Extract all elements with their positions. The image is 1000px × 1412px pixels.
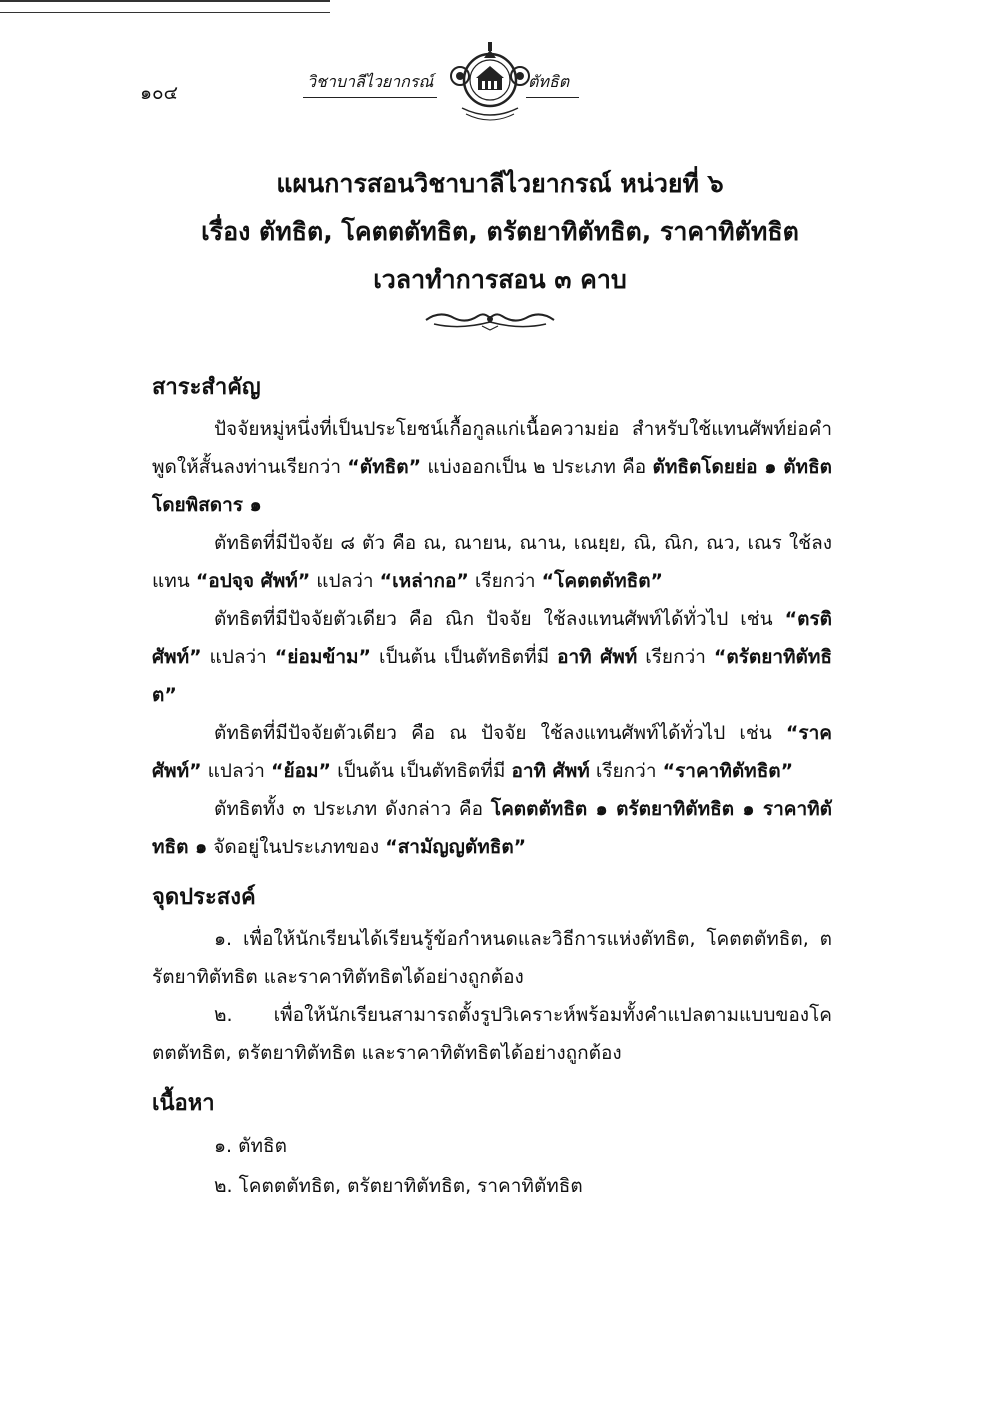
page-number: ๑๐๔ [140, 82, 179, 104]
p2-text-a: ตัทธิตที่มีปัจจัย ๘ ตัว คือ ณ, ณายน, ณาน, เณยฺย, ณิ, ณิก, ณว, เณร ใช้ลงแทน [152, 532, 832, 592]
p4-term-a: “ราค ศัพท์” [152, 722, 832, 782]
paragraph-1 [152, 410, 832, 524]
p1-text-a: ปัจจัยหมู่หนึ่งที่เป็นประโยชน์เกื้อกูลแก่เนื้อความย่อ สำหรับใช้แทนศัพท์ย่อคำพูดให้สั้นลงท่านเรียกว่า [152, 418, 832, 478]
p4-term-b: “ย้อม” [271, 760, 332, 782]
p2-term-b: “เหล่ากอ” [379, 570, 469, 592]
ornamental-divider-icon [420, 306, 560, 332]
document-title [0, 160, 1000, 304]
paragraph-2 [152, 524, 832, 600]
p4-text-g: เรียกว่า [595, 760, 657, 782]
paragraph-4 [152, 714, 832, 790]
p2-text-e: เรียกว่า [474, 570, 536, 592]
p3-text-g: เรียกว่า [645, 646, 706, 668]
p5-term-b: “สามัญญตัทธิต” [385, 836, 527, 858]
page-header [0, 0, 1000, 140]
p5-text-c: จัดอยู่ในประเภทของ [213, 836, 380, 858]
objective-item-1: ๑. เพื่อให้นักเรียนได้เรียนรู้ข้อกำหนดและวิธีการแห่งตัทธิต, โคตตตัทธิต, ตรัตยาทิตัทธิต และราคาทิตัทธิตได้อย่างถูกต้อง [152, 928, 832, 988]
p3-term-b: “ย่อมข้าม” [274, 646, 372, 668]
p1-term: “ตัทธิต” [347, 456, 422, 478]
p4-text-a: ตัทธิตที่มีปัจจัยตัวเดียว คือ ณ ปัจจัย ใช้ลงแทนศัพท์ได้ทั่วไป เช่น [214, 722, 772, 744]
p3-text-c: แปลว่า [209, 646, 267, 668]
title-line-3: เวลาทำการสอน ๓ คาบ [373, 265, 627, 294]
p5-term-a: โคตตตัทธิต ๑ ตรัตยาทิตัทธิต ๑ ราคาทิตัทธิต ๑ [152, 798, 833, 858]
objective-item-2: ๒. เพื่อให้นักเรียนสามารถตั้งรูปวิเคราะห์พร้อมทั้งคำแปลตามแบบของโคตตตัทธิต, ตรัตยาทิตัทธิต และราคาทิตัทธิตได้อย่างถูกต้อง [152, 1004, 832, 1064]
p3-term-c: อาทิ ศัพท์ [557, 646, 638, 668]
p3-text-e: เป็นต้น เป็นตัทธิตที่มี [378, 646, 550, 668]
title-line-2: เรื่อง ตัทธิต, โคตตตัทธิต, ตรัตยาทิตัทธิต, ราคาทิตัทธิต [201, 217, 799, 246]
p2-term-c: “โคตตตัทธิต” [541, 570, 664, 592]
p2-term-a: “อปจฺจ ศัพท์” [195, 570, 311, 592]
p5-text-a: ตัทธิตทั้ง ๓ ประเภท ดังกล่าว คือ [214, 798, 484, 820]
p3-text-a: ตัทธิตที่มีปัจจัยตัวเดียว คือ ณิก ปัจจัย ใช้ลงแทนศัพท์ได้ทั่วไป เช่น [214, 608, 773, 630]
running-title-left: วิชาบาลีไวยากรณ์ [303, 70, 437, 98]
p1-text-c: แบ่งออกเป็น ๒ ประเภท คือ [427, 456, 647, 478]
document-body [152, 364, 832, 1206]
section-heading-objectives: จุดประสงค์ [152, 885, 256, 910]
content-item-2: ๒. โคตตตัทธิต, ตรัตยาทิตัทธิต, ราคาทิตัทธิต [214, 1175, 583, 1197]
running-title-right: ตัทธิต [526, 70, 579, 98]
p4-text-e: เป็นต้น เป็นตัทธิตที่มี [337, 760, 506, 782]
p4-term-c: อาทิ ศัพท์ [511, 760, 590, 782]
p4-term-d: “ราคาทิตัทธิต” [662, 760, 794, 782]
p3-term-d: “ตรัตยาทิตัทธิต” [152, 646, 833, 706]
paragraph-5 [152, 790, 832, 866]
institution-emblem-icon [440, 36, 540, 126]
p4-text-c: แปลว่า [207, 760, 265, 782]
section-heading-content: เนื้อหา [152, 1091, 215, 1116]
p1-types: ตัทธิตโดยย่อ ๑ ตัทธิตโดยพิสดาร ๑ [152, 456, 833, 516]
p3-term-a: “ตรติ ศัพท์” [152, 608, 833, 668]
p2-text-c: แปลว่า [316, 570, 374, 592]
content-item-1: ๑. ตัทธิต [214, 1135, 287, 1157]
paragraph-3 [152, 600, 832, 714]
section-heading-essence: สาระสำคัญ [152, 375, 261, 400]
title-line-1: แผนการสอนวิชาบาลีไวยากรณ์ หน่วยที่ ๖ [276, 169, 724, 198]
